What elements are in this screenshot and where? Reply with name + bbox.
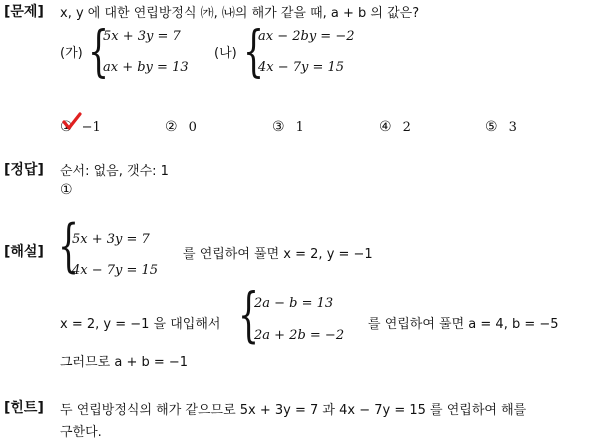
choice-2-mark: ②: [165, 119, 178, 135]
explanation-system1-eq2: 4x − 7y = 15: [72, 263, 159, 278]
system-b-eq1: ax − 2by = −2: [258, 29, 355, 44]
label-hint: [힌트]: [4, 400, 44, 416]
choice-3-value: 1: [295, 120, 304, 135]
choice-4[interactable]: [379, 116, 411, 135]
system-a-eq1: 5x + 3y = 7: [103, 29, 181, 44]
choice-4-value: 2: [402, 120, 411, 135]
answer-meta: 순서: 없음, 갯수: 1: [60, 164, 169, 179]
label-answer: [정답]: [4, 162, 44, 178]
explanation-text2-prefix: x = 2, y = −1 을 대입해서: [60, 317, 221, 332]
explanation-conclusion: 그러므로 a + b = −1: [60, 355, 189, 370]
question-text: x, y 에 대한 연립방정식 ㈎, ㈏의 해가 같을 때, a + b 의 값은?: [60, 6, 420, 21]
system-a-eq2: ax + by = 13: [103, 60, 189, 75]
label-explanation: [해설]: [4, 244, 44, 260]
explanation-system1-eq1: 5x + 3y = 7: [72, 232, 150, 247]
brace-left: {: [88, 20, 109, 84]
answer-value: ①: [60, 182, 73, 198]
explanation-system2-eq1: 2a − b = 13: [254, 296, 334, 311]
choice-5-mark: ⑤: [485, 119, 498, 135]
system-b-label: (나): [214, 46, 237, 61]
choice-2-value: 0: [188, 120, 197, 135]
system-a-label: (가): [60, 46, 83, 61]
choice-3[interactable]: [272, 116, 304, 135]
label-problem: [문제]: [4, 4, 44, 20]
choice-3-mark: ③: [272, 119, 285, 135]
brace-left: {: [238, 281, 259, 350]
explanation-system2-eq2: 2a + 2b = −2: [254, 328, 345, 343]
checkmark-icon: [62, 112, 82, 132]
choice-5-value: 3: [508, 120, 517, 135]
hint-line1: 두 연립방정식의 해가 같으므로 5x + 3y = 7 과 4x − 7y = 15 를 연립하여 해를: [60, 403, 527, 418]
choice-4-mark: ④: [379, 119, 392, 135]
hint-line2: 구한다.: [60, 425, 102, 440]
brace-left: {: [243, 20, 264, 84]
choice-5[interactable]: [485, 116, 517, 135]
choice-1-value: −1: [81, 120, 101, 135]
brace-left: {: [58, 213, 79, 280]
explanation-text2-suffix: 를 연립하여 풀면 a = 4, b = −5: [368, 317, 559, 332]
choice-2[interactable]: [165, 116, 197, 135]
choice-1-mark: ①: [60, 119, 73, 135]
system-b-eq2: 4x − 7y = 15: [258, 60, 345, 75]
explanation-text1: 를 연립하여 풀면 x = 2, y = −1: [183, 247, 373, 262]
